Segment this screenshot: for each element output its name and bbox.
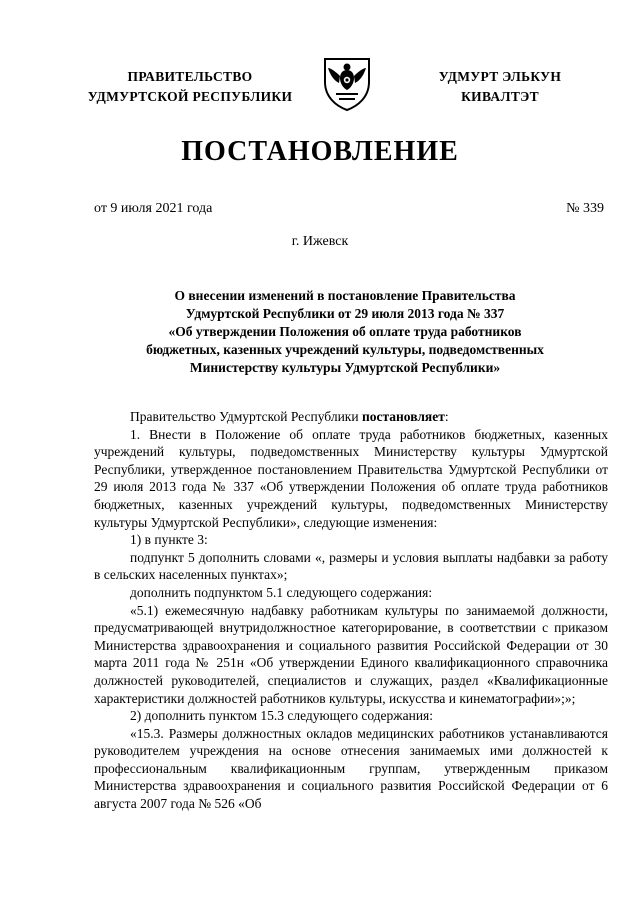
header-right	[400, 67, 600, 107]
body-intro-prefix: Правительство Удмуртской Республики	[130, 409, 362, 424]
title-line: О внесении изменений в постановление Правительства	[174, 288, 516, 303]
header-right-line2: КИВАЛТЭТ	[461, 89, 539, 104]
document-city: г. Ижевск	[291, 234, 349, 249]
coat-of-arms-icon	[322, 56, 372, 112]
document-title	[130, 287, 560, 377]
body-paragraph: 1) в пункте 3:	[130, 532, 208, 548]
document-type-heading: ПОСТАНОВЛЕНИЕ	[181, 136, 459, 167]
document-date: от 9 июля 2021 года	[94, 201, 213, 216]
body-paragraph: дополнить подпунктом 5.1 следующего содержания:	[130, 584, 433, 600]
body-intro-suffix: :	[444, 409, 449, 424]
body-intro-bold: постановляет	[361, 409, 445, 424]
body-paragraph: подпункт 5 дополнить словами «, размеры и условия выплаты надбавки за работу в сельских населенных пунктах»;	[94, 549, 608, 583]
title-line: бюджетных, казенных учреждений культуры, подведомственных	[146, 342, 544, 357]
header-left-line2: УДМУРТСКОЙ РЕСПУБЛИКИ	[87, 89, 293, 104]
header-left	[70, 67, 310, 107]
title-line: Удмуртской Республики от 29 июля 2013 года № 337	[185, 306, 505, 321]
body-paragraph: 2) дополнить пунктом 15.3 следующего содержания:	[130, 708, 434, 724]
header-left-line1: ПРАВИТЕЛЬСТВО	[127, 69, 253, 84]
document-number: № 339	[566, 201, 604, 216]
header-right-line1: УДМУРТ ЭЛЬКУН	[438, 69, 562, 84]
document-body	[94, 408, 608, 813]
title-line: «Об утверждении Положения об оплате труда работников	[168, 324, 522, 339]
title-line: Министерству культуры Удмуртской Республики»	[189, 360, 501, 375]
body-paragraph: «5.1) ежемесячную надбавку работникам культуры по занимаемой должности, предусматривающей внутридолжностное категорирование, в соответствии с приказом Министерства здравоохранения и социального развития Российской Федерации от 30 марта 2011 года № 251н «Об утверждении Единого квалификационного справочника должностей руководителей, специалистов и служащих, раздел «Квалификационные характеристики должностей работников культуры, искусства и кинематографии»;»;	[94, 602, 608, 706]
body-paragraph: «15.3. Размеры должностных окладов медицинских работников устанавливаются руководителем учреждения на основе отнесения занимаемых ими должностей к профессиональным квалификационным группам, утвержденным приказом Министерства здравоохранения и социального развития Российской Федерации от 6 августа 2007 года № 526 «Об	[94, 725, 608, 812]
body-paragraph: 1. Внести в Положение об оплате труда работников бюджетных, казенных учреждений культуры, подведомственных Министерству культуры Удмуртской Республики, утвержденное постановлением Правительства Удмуртской Республики от 29 июля 2013 года № 337 «Об утверждении Положения об оплате труда работников бюджетных, казенных учреждений культуры, подведомственных Министерству культуры Удмуртской Республики», следующие изменения:	[94, 426, 608, 530]
body-intro	[94, 408, 608, 426]
